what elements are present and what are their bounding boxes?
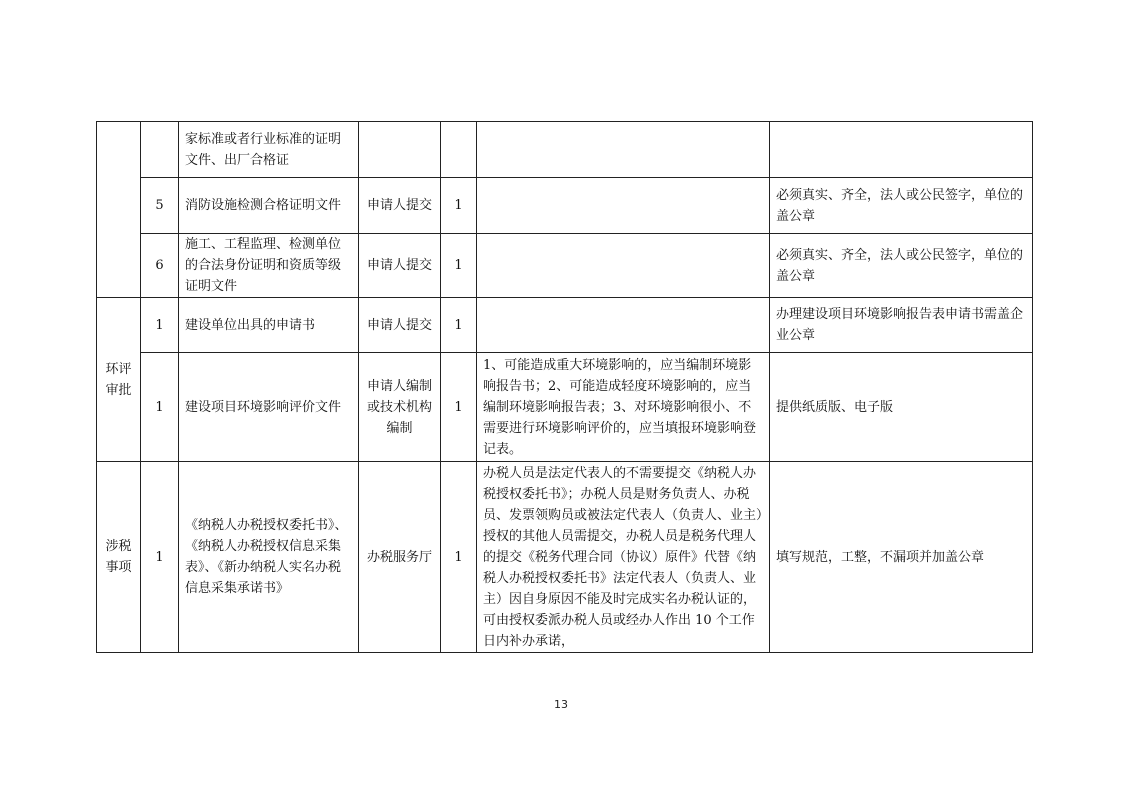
material-name: 家标准或者行业标准的证明文件、出厂合格证 (179, 122, 359, 178)
item-number (141, 122, 179, 178)
notes (477, 234, 770, 298)
requirement: 必须真实、齐全，法人或公民签字，单位的盖公章 (770, 234, 1033, 298)
material-name: 建设单位出具的申请书 (179, 298, 359, 353)
source: 申请人提交 (359, 178, 441, 234)
requirement (770, 122, 1033, 178)
notes: 1、可能造成重大环境影响的，应当编制环境影响报告书；2、可能造成轻度环境影响的，应当编制环境影响报告表；3、对环境影响很小、不需要进行环境影响评价的，应当填报环境影响登记表。 (477, 353, 770, 462)
source: 办税服务厅 (359, 462, 441, 653)
item-number: 1 (141, 353, 179, 462)
item-number: 5 (141, 178, 179, 234)
category-cell: 涉税事项 (97, 462, 141, 653)
category-cell (97, 122, 141, 298)
notes (477, 298, 770, 353)
copies: 1 (441, 462, 477, 653)
material-name: 施工、工程监理、检测单位的合法身份证明和资质等级证明文件 (179, 234, 359, 298)
requirement: 必须真实、齐全，法人或公民签字，单位的盖公章 (770, 178, 1033, 234)
page-number: 13 (554, 698, 568, 711)
copies: 1 (441, 234, 477, 298)
requirement: 办理建设项目环境影响报告表申请书需盖企业公章 (770, 298, 1033, 353)
item-number: 1 (141, 298, 179, 353)
copies: 1 (441, 298, 477, 353)
material-name: 《纳税人办税授权委托书》、《纳税人办税授权信息采集表》、《新办纳税人实名办税信息采集承诺书》 (179, 462, 359, 653)
table-row (97, 298, 1033, 353)
requirements-table (96, 121, 1033, 653)
source: 申请人编制或技术机构编制 (359, 353, 441, 462)
item-number: 1 (141, 462, 179, 653)
table-row (97, 178, 1033, 234)
copies: 1 (441, 353, 477, 462)
copies: 1 (441, 178, 477, 234)
source: 申请人提交 (359, 298, 441, 353)
table-row (97, 462, 1033, 653)
source: 申请人提交 (359, 234, 441, 298)
requirement: 提供纸质版、电子版 (770, 353, 1033, 462)
source (359, 122, 441, 178)
table-row (97, 234, 1033, 298)
material-name: 消防设施检测合格证明文件 (179, 178, 359, 234)
notes: 办税人员是法定代表人的不需要提交《纳税人办税授权委托书》；办税人员是财务负责人、办税员、发票领购员或被法定代表人（负责人、业主）授权的其他人员需提交，办税人员是税务代理人的提交《税务代理合同（协议）原件》代替《纳税人办税授权委托书》法定代表人（负责人、业主）因自身原因不能及时完成实名办税认证的，可由授权委派办税人员或经办人作出 10 个工作日内补办承诺， (477, 462, 770, 653)
requirement: 填写规范，工整，不漏项并加盖公章 (770, 462, 1033, 653)
copies (441, 122, 477, 178)
notes (477, 178, 770, 234)
item-number: 6 (141, 234, 179, 298)
table-row (97, 122, 1033, 178)
material-name: 建设项目环境影响评价文件 (179, 353, 359, 462)
notes (477, 122, 770, 178)
table-row (97, 353, 1033, 462)
category-cell: 环评审批 (97, 298, 141, 462)
